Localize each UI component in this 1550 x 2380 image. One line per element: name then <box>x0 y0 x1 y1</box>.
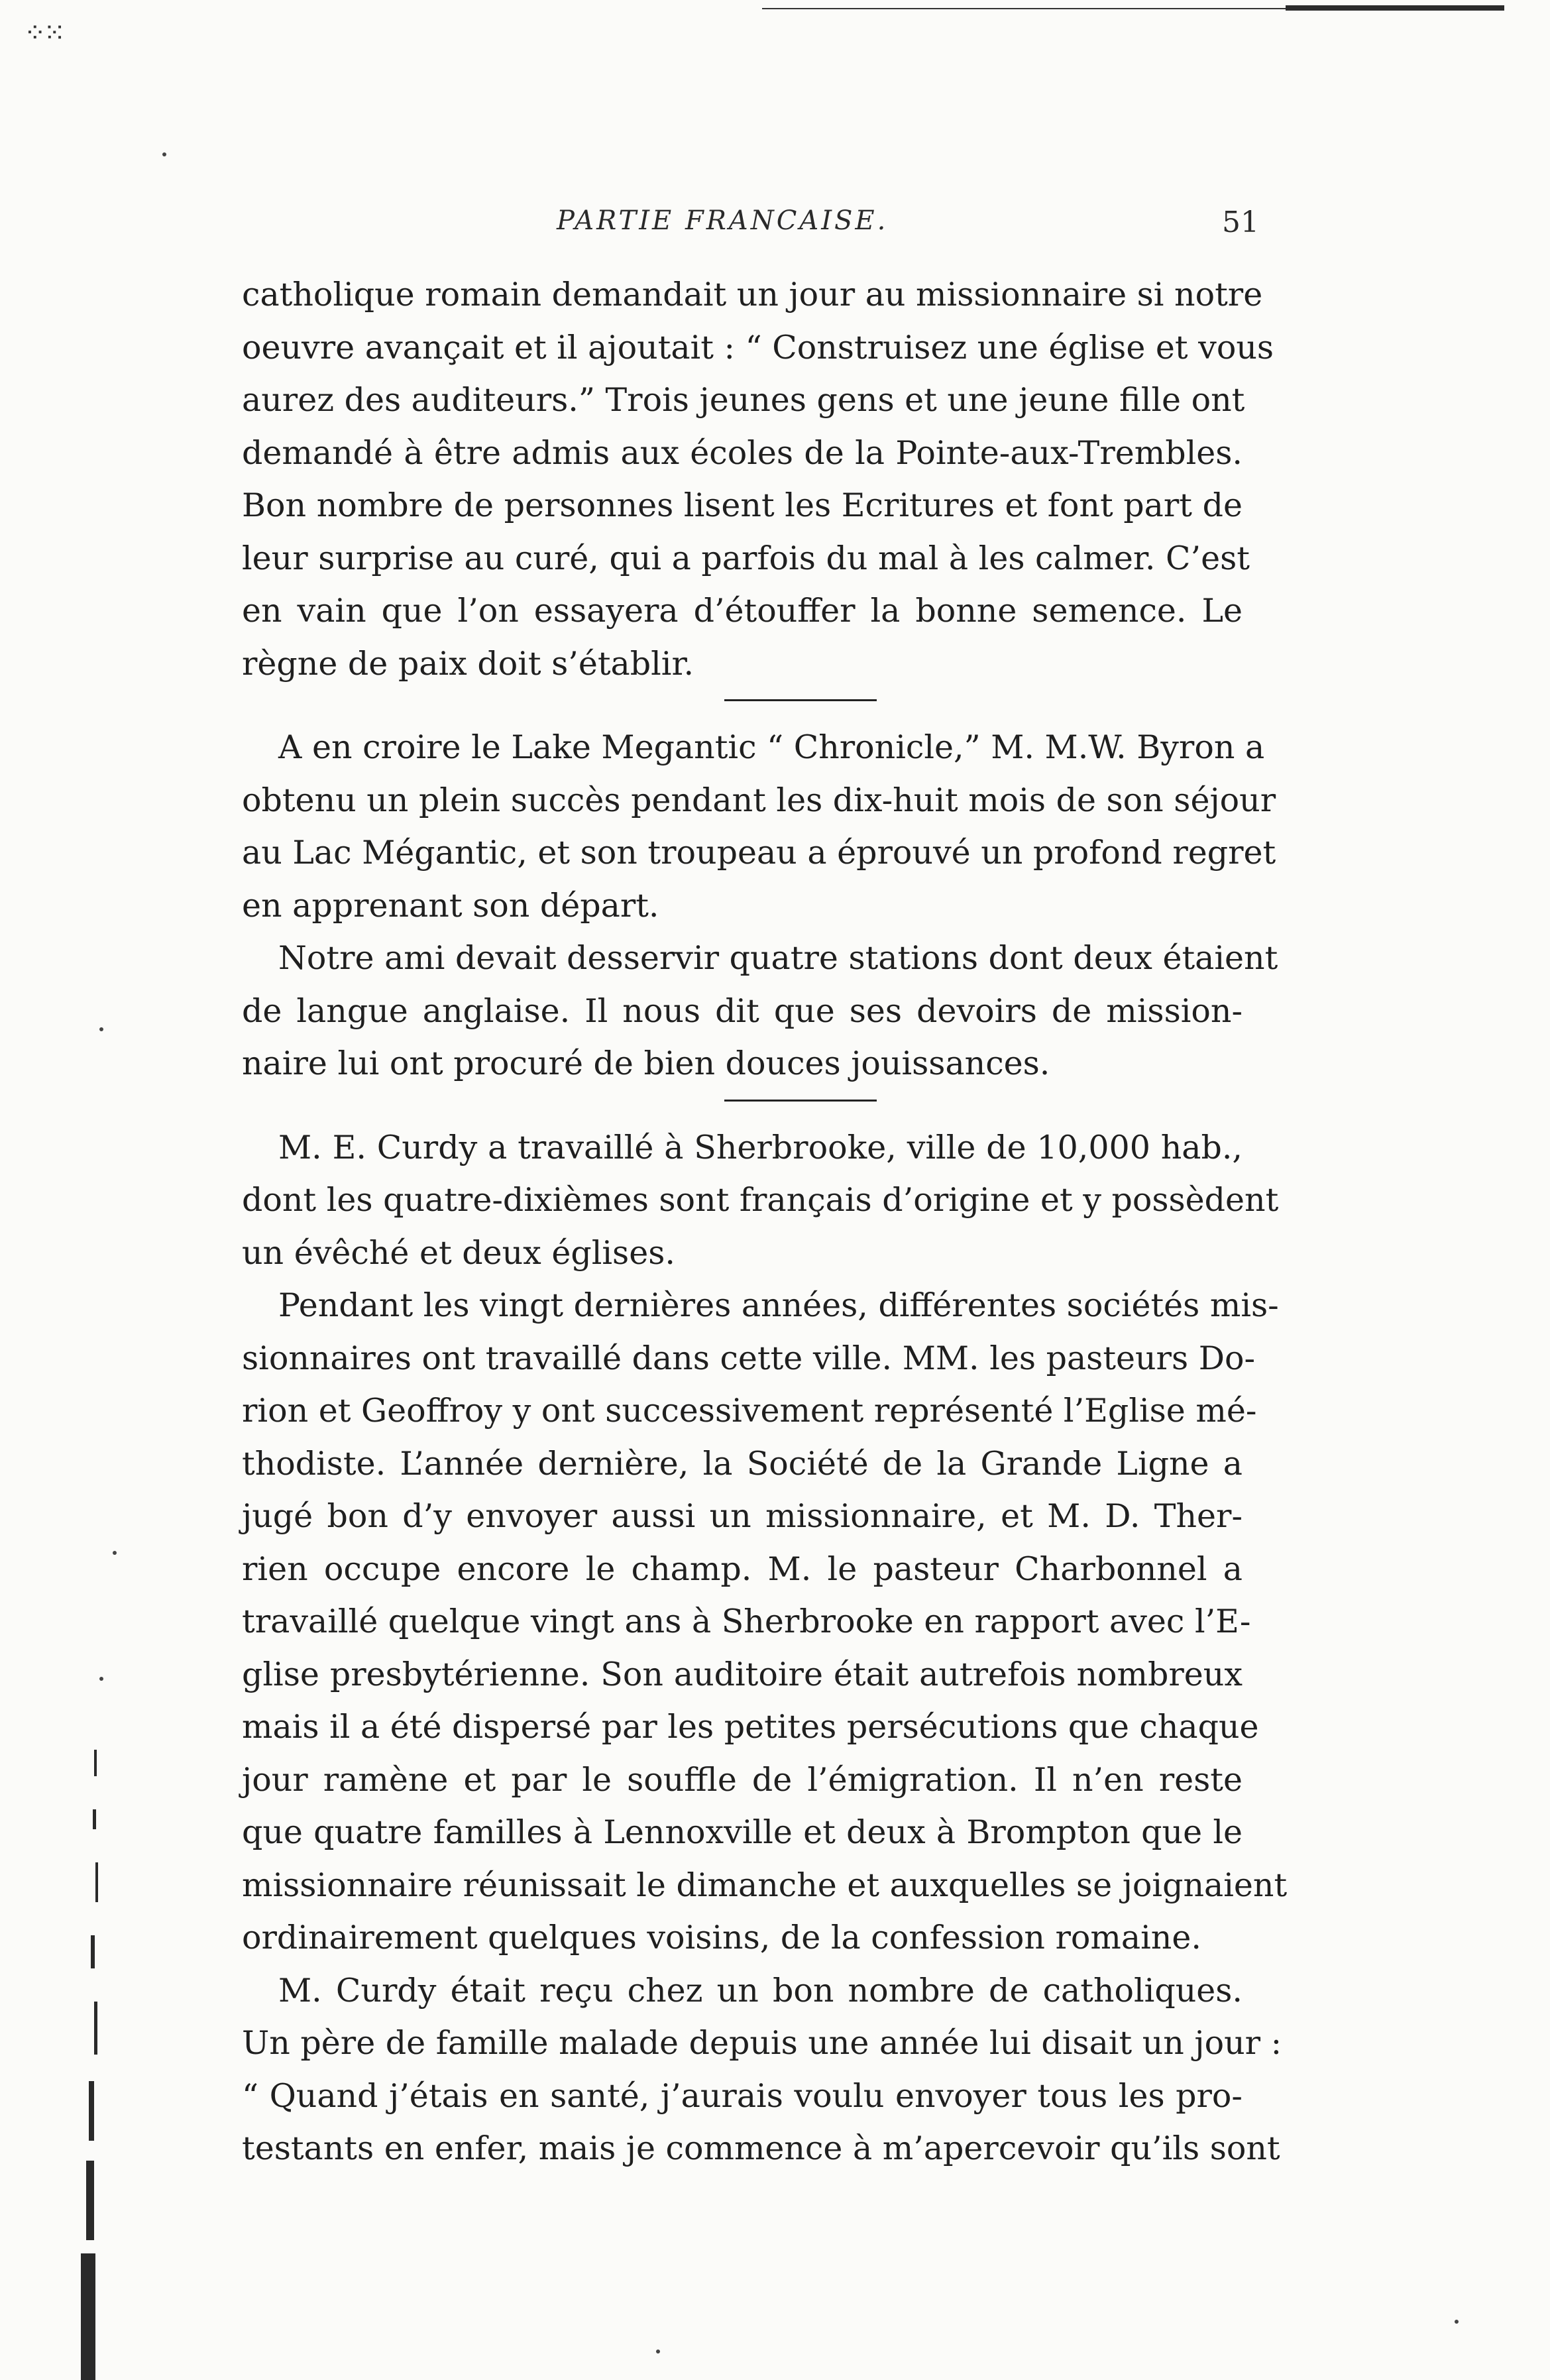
page-number: 51 <box>1222 205 1259 239</box>
text-line: A en croire le Lake Megantic “ Chronicle,” M. M.W. Byron a <box>278 728 1265 766</box>
text-line: thodiste. L’année dernière, la Société de la Grande Ligne a <box>242 1444 1243 1483</box>
margin-speck <box>656 2350 660 2353</box>
running-title: PARTIE FRANCAISE. <box>557 205 889 236</box>
text-line: demandé à être admis aux écoles de la Pointe-aux-Trembles. <box>242 433 1243 472</box>
text-line: testants en enfer, mais je commence à m’apercevoir qu’ils sont <box>242 2129 1280 2167</box>
text-line: jugé bon d’y envoyer aussi un missionnaire, et M. D. Ther- <box>242 1497 1243 1535</box>
text-line: au Lac Mégantic, et son troupeau a éprouvé un profond regret <box>242 834 1276 872</box>
text-line: catholique romain demandait un jour au missionnaire si notre <box>242 276 1263 313</box>
text-line: en apprenant son départ. <box>242 886 659 925</box>
paragraph <box>242 721 1276 932</box>
text-line: glise presbytérienne. Son auditoire était autrefois nombreux <box>242 1655 1243 1693</box>
text-line: oeuvre avançait et il ajoutait : “ Construisez une église et vous <box>242 328 1274 367</box>
margin-speck <box>99 1677 103 1681</box>
paragraph <box>242 1279 1288 1964</box>
paragraph <box>242 1121 1279 1280</box>
running-header <box>245 199 1259 258</box>
text-line: un évêché et deux églises. <box>242 1233 675 1272</box>
text-line: ordinairement quelques voisins, de la confession romaine. <box>242 1919 1201 1956</box>
text-line: aurez des auditeurs.” Trois jeunes gens et une jeune fille ont <box>242 381 1245 419</box>
top-scan-rule-bold <box>1286 5 1504 11</box>
margin-speck <box>162 152 166 156</box>
text-line: Un père de famille malade depuis une année lui disait un jour : <box>242 2024 1282 2062</box>
text-line: règne de paix doit s’établir. <box>242 644 694 683</box>
binding-edge-artifact <box>54 1750 114 2380</box>
margin-speck <box>99 1027 103 1031</box>
text-line: missionnaire réunissait le dimanche et auxquelles se joignaient <box>242 1866 1288 1904</box>
section-separator <box>724 1100 877 1102</box>
paragraph <box>242 268 1274 690</box>
text-line: en vain que l’on essayera d’étouffer la bonne semence. Le <box>242 592 1243 630</box>
corner-scan-mark: ⁘⁙ <box>24 18 64 48</box>
text-line: leur surprise au curé, qui a parfois du mal à les calmer. C’est <box>242 539 1250 577</box>
text-line: naire lui ont procuré de bien douces jouissances. <box>242 1045 1050 1082</box>
text-line: Pendant les vingt dernières années, différentes sociétés mis- <box>278 1286 1279 1324</box>
text-line: Bon nombre de personnes lisent les Ecritures et font part de <box>242 486 1243 524</box>
text-line: rien occupe encore le champ. M. le pasteur Charbonnel a <box>242 1550 1243 1588</box>
paragraph <box>242 932 1278 1090</box>
body-text <box>242 268 1288 2175</box>
text-line: M. Curdy était reçu chez un bon nombre de catholiques. <box>278 1971 1243 2010</box>
text-line: “ Quand j’étais en santé, j’aurais voulu envoyer tous les pro- <box>242 2076 1243 2115</box>
text-line: jour ramène et par le souffle de l’émigration. Il n’en reste <box>242 1760 1243 1799</box>
text-line: rion et Geoffroy y ont successivement représenté l’Eglise mé- <box>242 1392 1257 1430</box>
margin-speck <box>1455 2320 1459 2324</box>
margin-speck <box>113 1551 117 1555</box>
text-line: M. E. Curdy a travaillé à Sherbrooke, ville de 10,000 hab., <box>278 1128 1243 1166</box>
text-line: travaillé quelque vingt ans à Sherbrooke en rapport avec l’E- <box>242 1603 1251 1640</box>
text-line: que quatre familles à Lennoxville et deux à Brompton que le <box>242 1813 1243 1851</box>
text-line: Notre ami devait desservir quatre stations dont deux étaient <box>278 939 1278 977</box>
section-separator <box>724 699 877 701</box>
paragraph <box>242 1964 1282 2175</box>
text-line: sionnaires ont travaillé dans cette ville. MM. les pasteurs Do- <box>242 1339 1256 1377</box>
text-line: de langue anglaise. Il nous dit que ses devoirs de mission- <box>242 992 1243 1030</box>
text-line: mais il a été dispersé par les petites persécutions que chaque <box>242 1708 1259 1746</box>
text-line: obtenu un plein succès pendant les dix-huit mois de son séjour <box>242 781 1276 819</box>
text-line: dont les quatre-dixièmes sont français d’origine et y possèdent <box>242 1181 1279 1219</box>
